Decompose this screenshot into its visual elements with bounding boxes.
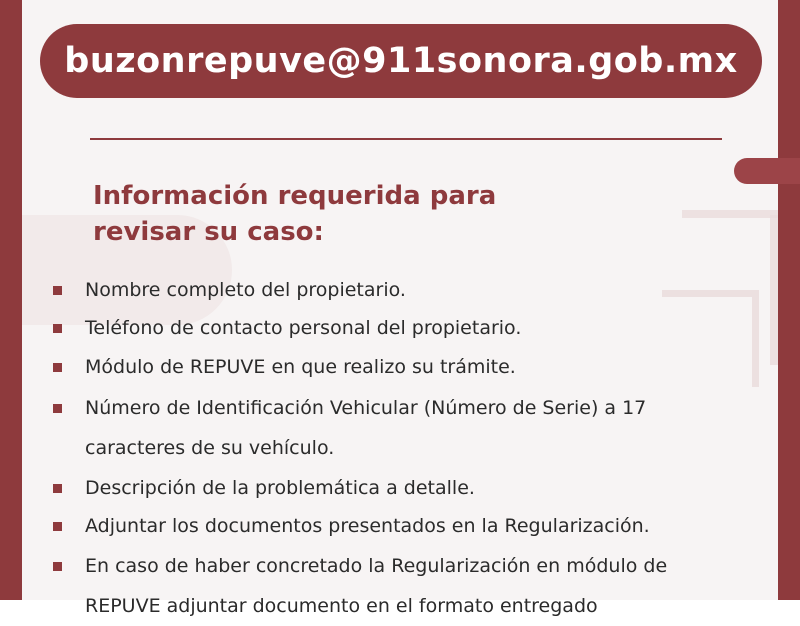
list-item-text: En caso de haber concretado la Regularización en módulo de [85,555,668,577]
list-item-text: Número de Identificación Vehicular (Número de Serie) a 17 [85,397,647,419]
section-divider [90,138,722,140]
email-address[interactable]: buzonrepuve@911sonora.gob.mx [64,41,738,81]
square-bullet-icon [53,404,62,413]
square-bullet-icon [53,522,62,531]
side-tab-accent [734,158,800,184]
list-item-text: Descripción de la problemática a detalle. [85,477,475,499]
list-item-text: Teléfono de contacto personal del propietario. [85,317,522,339]
square-bullet-icon [53,286,62,295]
list-item-text: Adjuntar los documentos presentados en la Regularización. [85,515,650,537]
heading-line: Información requerida para [93,181,497,211]
section-heading [93,178,613,250]
list-item-text: REPUVE adjuntar documento en el formato entregado [85,595,598,617]
background-decoration-bar-vertical [770,215,778,365]
square-bullet-icon [53,324,62,333]
square-bullet-icon [53,562,62,571]
heading-line: revisar su caso: [93,217,324,247]
list-item-text: Módulo de REPUVE en que realizo su trámite. [85,356,516,378]
square-bullet-icon [53,484,62,493]
square-bullet-icon [53,363,62,372]
left-frame-border [0,0,22,600]
background-decoration-bar [682,210,778,218]
email-banner[interactable] [40,24,762,98]
right-frame-border [778,0,800,600]
list-item-text: caracteres de su vehículo. [85,437,335,459]
list-item-text: Nombre completo del propietario. [85,279,406,301]
